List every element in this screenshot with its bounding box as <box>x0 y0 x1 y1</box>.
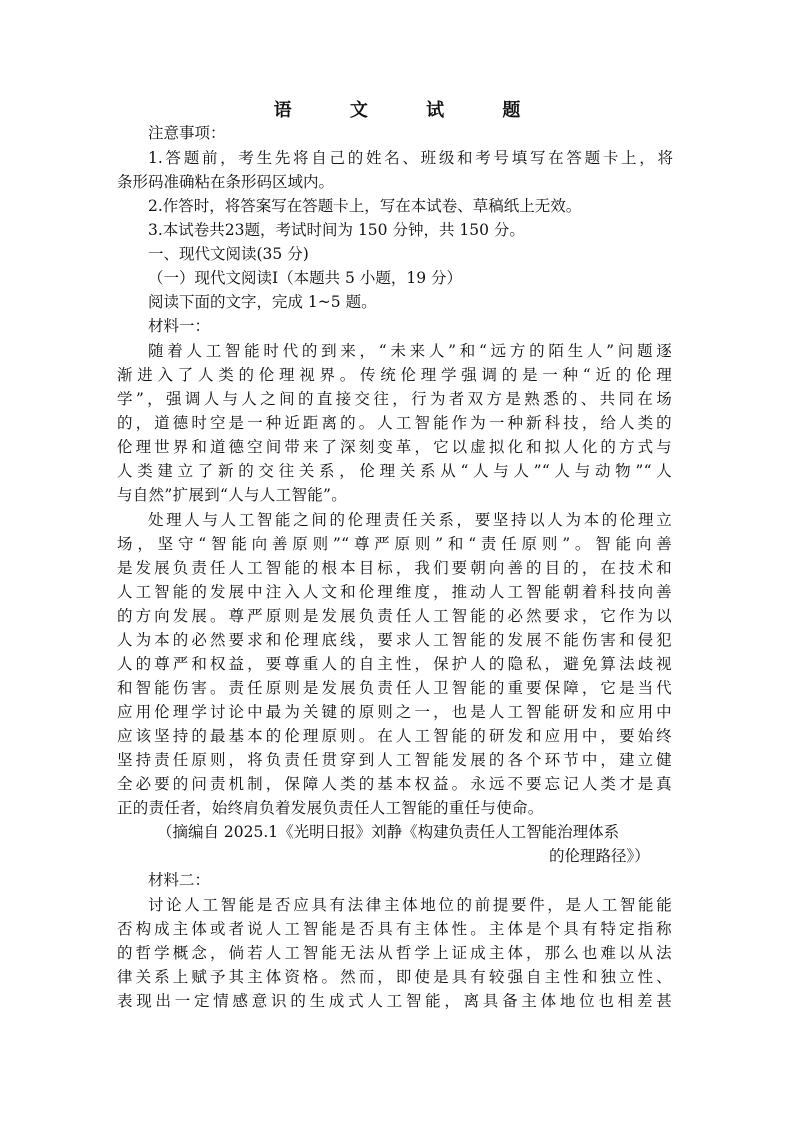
material-label: 材料一： <box>148 317 211 335</box>
material-label: 材料二： <box>148 871 211 889</box>
paragraph-line: 的哲学概念，倘若人工智能无法从哲学上证成主体，那么也难以从法 <box>117 944 672 962</box>
paragraph-line: 场，坚守“智能向善原则”“尊严原则”和“责任原则”。智能向善 <box>117 535 672 553</box>
paragraph-line: 表现出一定情感意识的生成式人工智能，离具备主体地位也相差甚 <box>117 992 672 1010</box>
paragraph-line: 处理人与人工智能之间的伦理责任关系，要坚持以人为本的伦理立 <box>148 511 672 529</box>
paragraph-line: 正的责任者，始终肩负着发展负责任人工智能的重任与使命。 <box>117 799 544 817</box>
paragraph-line: 人的尊严和权益，要尊重人的自主性，保护人的隐私，避免算法歧视 <box>117 655 672 673</box>
paragraph-line: 坚持责任原则，将负责任贯穿到人工智能发展的各个环节中，建立健 <box>117 751 672 769</box>
paragraph-line: 伦理世界和道德空间带来了深刻变革，它以虚拟化和拟人化的方式与 <box>117 438 672 456</box>
paragraph-line: 人为本的必然要求和伦理底线，要求人工智能的发展不能伤害和侵犯 <box>117 631 672 649</box>
paragraph-line: 的，道德时空是一种近距离的。人工智能作为一种新科技，给人类的 <box>117 414 672 432</box>
paragraph-line: 和智能伤害。责任原则是发展负责任人卫智能的重要保障，它是当代 <box>117 679 672 697</box>
paragraph-line: 律关系上赋予其主体资格。然而，即使是具有较强自主性和独立性、 <box>117 968 672 986</box>
paragraph-line: 人类建立了新的交往关系，伦理关系从“人与人”“人与动物”“人 <box>117 462 672 480</box>
paragraph-line: 应该坚持的最基本的伦理原则。在人工智能的研发和应用中，要始终 <box>117 727 672 745</box>
source-citation: （摘编自 2025.1《光明日报》刘静《构建负责任人工智能治理体系 <box>157 823 620 841</box>
section-heading: 一、现代文阅读(35 分) <box>148 245 309 263</box>
paragraph-line: 全必要的问责机制，保障人类的基本权益。永远不要忘记人类才是真 <box>117 775 672 793</box>
paragraph-line: 应用伦理学讨论中最为关键的原则之一，也是人工智能研发和应用中 <box>117 703 672 721</box>
paragraph-line: 的方向发展。尊严原则是发展负责任人工智能的必然要求，它作为以 <box>117 607 672 625</box>
notice-line: 1.答题前，考生先将自己的姓名、班级和考号填写在答题卡上，将 <box>148 149 673 167</box>
subsection-heading: （一）现代文阅读Ⅰ（本题共 5 小题，19 分） <box>148 269 462 287</box>
paragraph-line: 随着人工智能时代的到来，“未来人”和“远方的陌生人”问题逐 <box>148 342 672 360</box>
paragraph-line: 渐进入了人类的伦理视界。传统伦理学强调的是一种“近的伦理 <box>117 366 672 384</box>
notice-line: 2.作答时，将答案写在答题卡上，写在本试卷、草稿纸上无效。 <box>148 197 582 215</box>
paragraph-line: 否构成主体或者说人工智能是否具有主体性。主体是个具有特定指称 <box>117 920 672 938</box>
paragraph-line: 人工智能的发展中注入人文和伦理维度，推动人工智能朝着科技向善 <box>117 583 672 601</box>
notice-line: 条形码准确粘在条形码区域内。 <box>117 173 335 191</box>
page-title: 语 文 试 题 <box>273 100 547 121</box>
reading-instruction: 阅读下面的文字，完成 1~5 题。 <box>148 293 377 311</box>
paragraph-line: 学”，强调人与人之间的直接交往，行为者双方是熟悉的、共同在场 <box>117 390 672 408</box>
paragraph-line: 讨论人工智能是否应具有法律主体地位的前提要件，是人工智能能 <box>148 896 672 914</box>
notice-line: 3.本试卷共23题，考试时间为 150 分钟，共 150 分。 <box>148 221 525 239</box>
paragraph-line: 与自然”扩展到“人与人工智能”。 <box>117 486 348 504</box>
source-citation: 的伦理路径》） <box>549 847 650 865</box>
paragraph-line: 是发展负责任人工智能的根本目标，我们要朝向善的目的，在技术和 <box>117 559 672 577</box>
notice-heading: 注意事项： <box>148 124 226 142</box>
